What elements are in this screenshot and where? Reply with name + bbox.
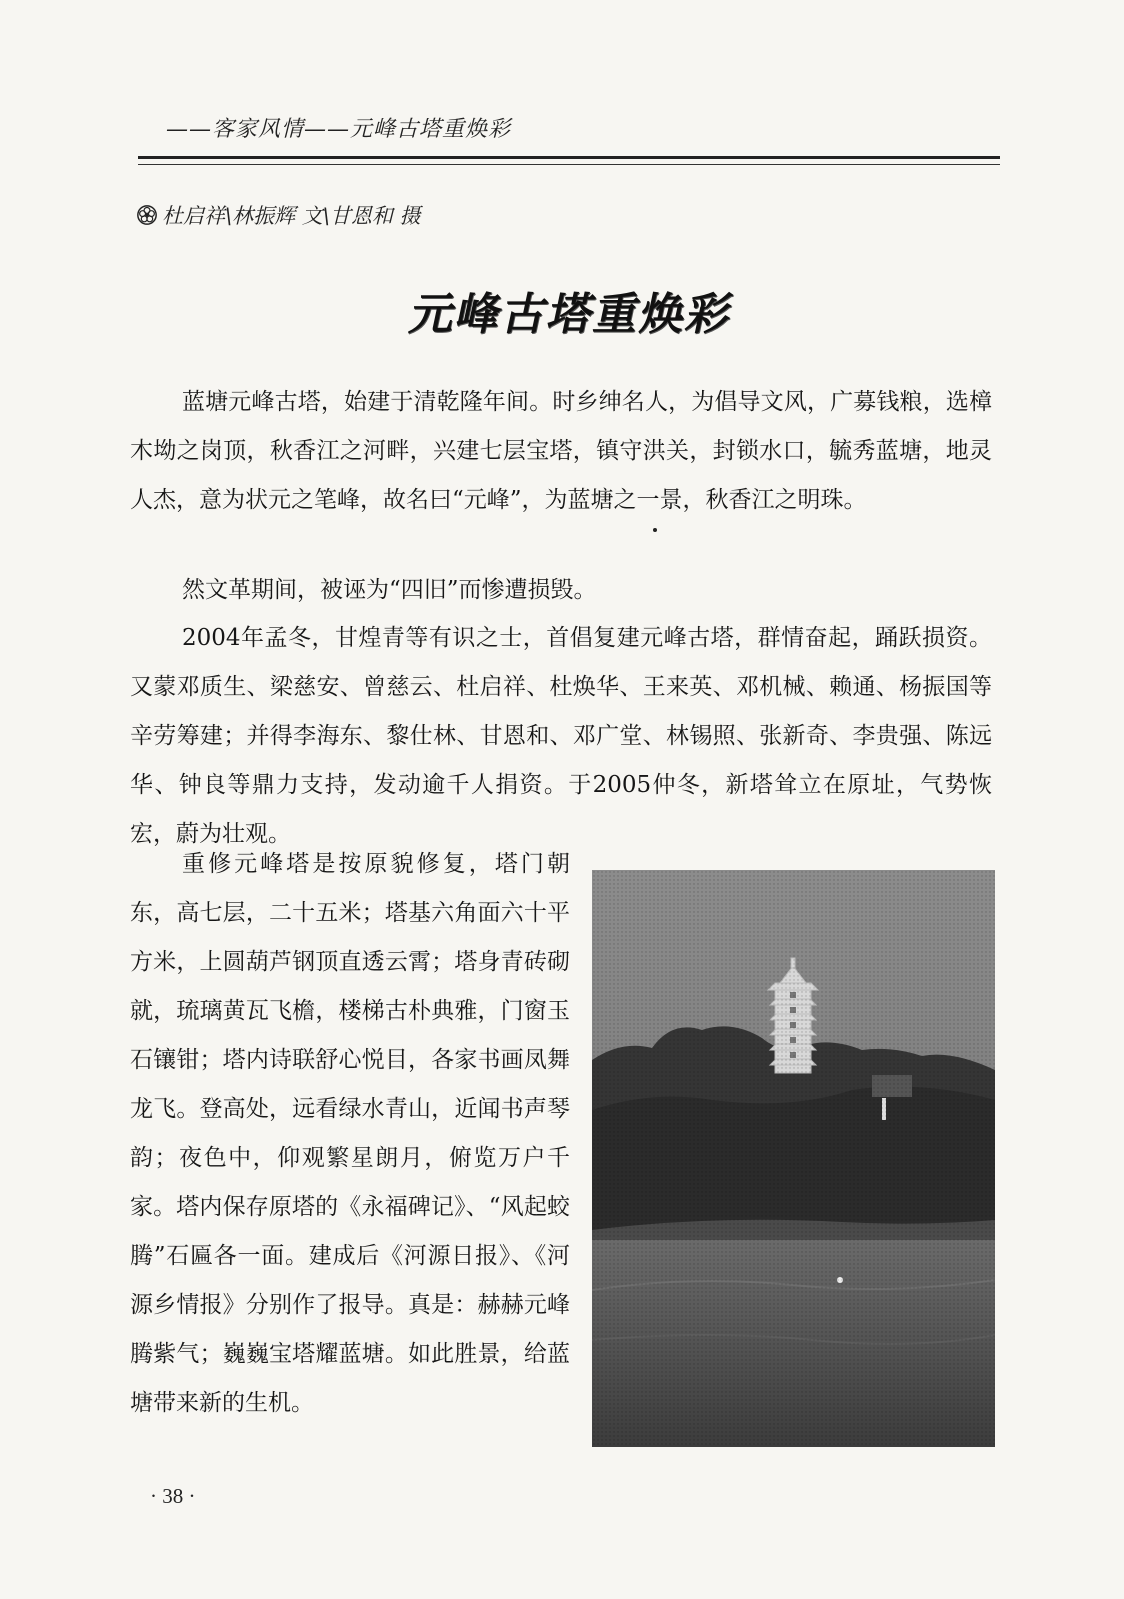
article-title: 元峰古塔重焕彩 — [405, 289, 739, 340]
header-rule-thin — [138, 164, 1000, 165]
header-rule-thick — [138, 156, 1000, 159]
paragraph-1: 蓝塘元峰古塔，始建于清乾隆年间。时乡绅名人，为倡导文风，广募钱粮，选樟木坳之岗顶，秋香江之河畔，兴建七层宝塔，镇守洪关，封锁水口，毓秀蓝塘，地灵人杰，意为状元之笔峰，故名曰“元峰”，为蓝塘之一景，秋香江之明珠。 — [130, 389, 992, 513]
paragraph-3: 2004年孟冬，甘煌青等有识之士，首倡复建元峰古塔，群情奋起，踊跃损资。又蒙邓质生、梁慈安、曾慈云、杜启祥、杜焕华、王来英、邓机械、赖通、杨振国等辛劳筹建；并得李海东、黎仕林、甘恩和、邓广堂、林锡照、张新奇、李贵强、陈远华、钟良等鼎力支持，发动逾千人捐资。于2005仲冬，新塔耸立在原址，气势恢宏，蔚为壮观。 — [130, 625, 992, 847]
running-header: ——客家风情——元峰古塔重焕彩 — [166, 117, 512, 142]
pagoda-photo — [592, 870, 995, 1447]
paragraph-4: 重修元峰塔是按原貌修复，塔门朝东，高七层，二十五米；塔基六角面六十平方米，上圆葫芦钢顶直透云霄；塔身青砖砌就，琉璃黄瓦飞檐，楼梯古朴典雅，门窗玉石镶钳；塔内诗联舒心悦目，各家书画凤舞龙飞。登高处，远看绿水青山，近闻书声琴韵；夜色中，仰观繁星朗月，俯览万户千家。塔内保存原塔的《永福碑记》、“风起蛟腾”石匾各一面。建成后《河源日报》、《河源乡情报》分别作了报导。真是：赫赫元峰腾紫气；巍巍宝塔耀蓝塘。如此胜景，给蓝塘带来新的生机。 — [130, 851, 570, 1416]
byline — [136, 200, 421, 230]
flower-icon — [136, 204, 158, 226]
byline-text: 杜启祥\林振辉 文\甘恩和 摄 — [162, 204, 421, 228]
page-number: · 38 · — [150, 1484, 196, 1508]
pagoda-photo-image — [592, 870, 995, 1447]
paragraph-2: 然文革期间，被诬为“四旧”而惨遭损毁。 — [182, 577, 597, 603]
scan-dot — [653, 528, 657, 532]
